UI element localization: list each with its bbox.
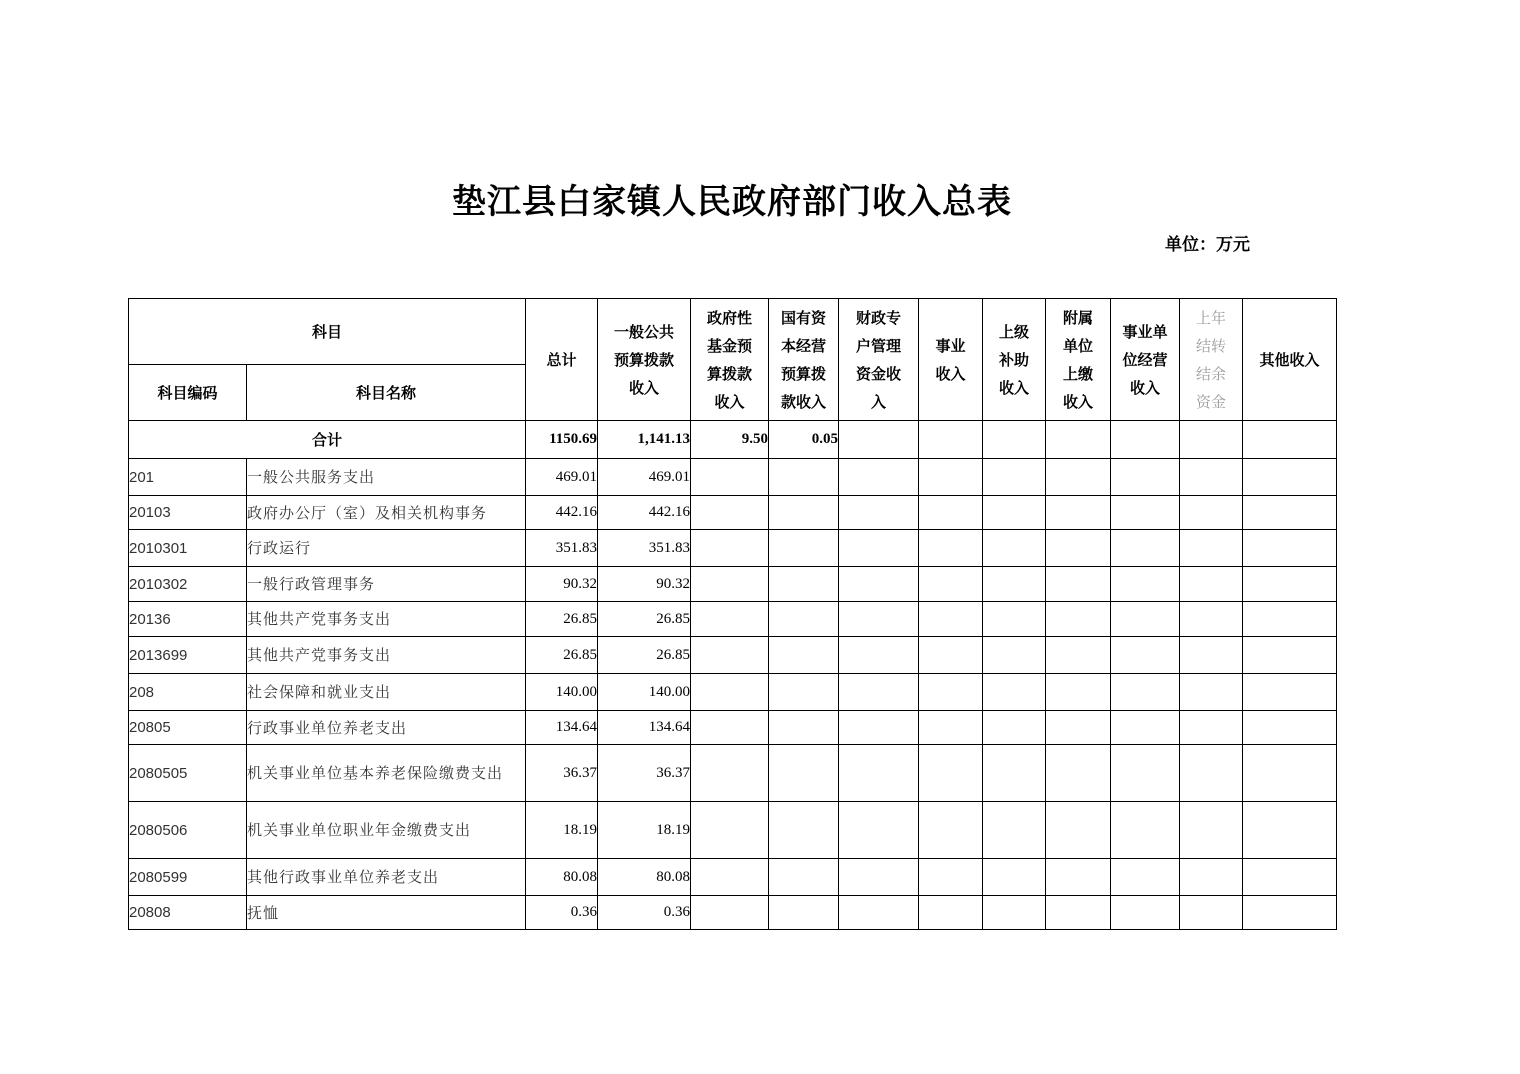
table-row [129,530,1337,567]
empty-cell [983,459,1046,496]
empty-cell [691,745,769,802]
row-name: 其他行政事业单位养老支出 [247,859,526,896]
empty-cell [769,745,839,802]
header-affiliated-line: 单位 [1063,336,1094,355]
header-row [129,299,1337,365]
empty-cell [769,674,839,711]
table-row [129,802,1337,859]
empty-cell [1180,637,1243,674]
empty-cell [919,496,983,530]
empty-cell [1243,602,1337,637]
header-operation-line: 位经营 [1122,350,1168,369]
empty-cell [691,802,769,859]
empty-cell [691,859,769,896]
empty-cell [1243,859,1337,896]
row-code: 2013699 [129,637,247,674]
empty-cell [691,637,769,674]
empty-cell [1180,674,1243,711]
header-code: 科目编码 [129,365,247,421]
row-total: 80.08 [526,859,598,896]
total-row [129,421,1337,459]
page-title: 垫江县白家镇人民政府部门收入总表 [452,182,1012,222]
empty-cell [1046,896,1111,930]
row-name: 机关事业单位基本养老保险缴费支出 [247,745,526,802]
table-row [129,602,1337,637]
empty-cell [1046,802,1111,859]
header-other: 其他收入 [1243,299,1337,421]
header-carryover-line: 结余 [1196,364,1227,383]
empty-cell [769,896,839,930]
row-code: 201 [129,459,247,496]
row-general: 36.37 [598,745,691,802]
header-state-capital-line: 本经营 [781,336,827,355]
row-name: 其他共产党事务支出 [247,637,526,674]
row-name: 政府办公厅（室）及相关机构事务 [247,496,526,530]
table-row [129,745,1337,802]
header-general-line: 预算拨款 [614,350,675,369]
empty-cell [691,711,769,745]
row-code: 20103 [129,496,247,530]
empty-cell [1046,567,1111,602]
header-operation-line: 收入 [1130,378,1161,397]
empty-cell [839,745,919,802]
empty-cell [1180,896,1243,930]
header-state-capital-line: 预算拨 [781,364,827,383]
empty-cell [1243,567,1337,602]
empty-cell [1111,896,1180,930]
empty-cell [1180,421,1243,459]
empty-cell [1243,896,1337,930]
unit-label: 单位：万元 [1165,235,1250,255]
empty-cell [919,802,983,859]
empty-cell [1180,859,1243,896]
empty-cell [983,496,1046,530]
empty-cell [919,711,983,745]
empty-cell [839,530,919,567]
empty-cell [839,602,919,637]
row-code: 208 [129,674,247,711]
row-code: 2080599 [129,859,247,896]
empty-cell [691,496,769,530]
empty-cell [1180,711,1243,745]
row-general: 26.85 [598,637,691,674]
header-superior-line: 上级 [999,322,1030,341]
header-fiscal-special-line: 户管理 [856,336,902,355]
empty-cell [839,802,919,859]
row-total: 18.19 [526,802,598,859]
empty-cell [769,859,839,896]
header-carryover-line: 资金 [1196,392,1227,411]
header-state-capital-line: 国有资 [781,308,827,327]
empty-cell [1111,745,1180,802]
empty-cell [919,602,983,637]
row-general: 18.19 [598,802,691,859]
empty-cell [983,802,1046,859]
empty-cell [691,530,769,567]
empty-cell [839,459,919,496]
header-affiliated-line: 上缴 [1063,364,1094,383]
row-total: 26.85 [526,637,598,674]
table-row [129,674,1337,711]
table-row [129,459,1337,496]
header-affiliated-line: 附属 [1063,308,1094,327]
empty-cell [1046,496,1111,530]
header-gov-fund-line: 基金预 [707,336,753,355]
empty-cell [1046,602,1111,637]
empty-cell [1111,496,1180,530]
empty-cell [1046,674,1111,711]
empty-cell [919,896,983,930]
empty-cell [1180,496,1243,530]
row-total: 36.37 [526,745,598,802]
row-name: 行政事业单位养老支出 [247,711,526,745]
row-code: 20136 [129,602,247,637]
row-code: 20805 [129,711,247,745]
header-business-line: 事业 [935,336,966,355]
empty-cell [1111,802,1180,859]
empty-cell [1111,674,1180,711]
total-label: 合计 [129,421,526,459]
header-gov-fund [691,299,769,421]
empty-cell [1046,459,1111,496]
header-total: 总计 [526,299,598,421]
empty-cell [839,637,919,674]
empty-cell [769,711,839,745]
table-row [129,496,1337,530]
table-row [129,567,1337,602]
header-gov-fund-line: 收入 [714,392,745,411]
empty-cell [691,674,769,711]
empty-cell [919,637,983,674]
empty-cell [1111,637,1180,674]
empty-cell [983,602,1046,637]
empty-cell [691,602,769,637]
table-row [129,896,1337,930]
total-cell-gov-fund: 9.50 [691,421,769,459]
empty-cell [1180,567,1243,602]
empty-cell [1046,637,1111,674]
empty-cell [919,674,983,711]
empty-cell [839,711,919,745]
row-total: 442.16 [526,496,598,530]
empty-cell [1111,459,1180,496]
empty-cell [1111,530,1180,567]
row-code: 2080505 [129,745,247,802]
row-total: 0.36 [526,896,598,930]
header-gov-fund-line: 算拨款 [707,364,753,383]
header-operation [1111,299,1180,421]
header-business-line: 收入 [935,364,966,383]
empty-cell [1243,496,1337,530]
empty-cell [691,459,769,496]
empty-cell [1243,745,1337,802]
empty-cell [983,859,1046,896]
empty-cell [839,859,919,896]
empty-cell [1046,745,1111,802]
total-cell-state-capital: 0.05 [769,421,839,459]
empty-cell [983,896,1046,930]
empty-cell [1243,711,1337,745]
header-general-line: 收入 [629,378,660,397]
empty-cell [919,530,983,567]
header-superior [983,299,1046,421]
row-general: 140.00 [598,674,691,711]
empty-cell [1180,459,1243,496]
empty-cell [1243,459,1337,496]
empty-cell [919,745,983,802]
empty-cell [1046,711,1111,745]
empty-cell [983,421,1046,459]
table-row [129,637,1337,674]
empty-cell [1111,859,1180,896]
empty-cell [1243,674,1337,711]
empty-cell [839,896,919,930]
row-total: 140.00 [526,674,598,711]
header-business [919,299,983,421]
row-name: 行政运行 [247,530,526,567]
empty-cell [1046,530,1111,567]
empty-cell [983,567,1046,602]
row-name: 社会保障和就业支出 [247,674,526,711]
row-total: 26.85 [526,602,598,637]
row-code: 2010301 [129,530,247,567]
header-affiliated [1046,299,1111,421]
header-superior-line: 补助 [999,350,1030,369]
empty-cell [769,530,839,567]
header-carryover-line: 结转 [1196,336,1227,355]
empty-cell [919,421,983,459]
row-name: 一般公共服务支出 [247,459,526,496]
header-gov-fund-line: 政府性 [707,308,753,327]
row-general: 90.32 [598,567,691,602]
empty-cell [769,459,839,496]
empty-cell [839,421,919,459]
empty-cell [1243,637,1337,674]
row-code: 2080506 [129,802,247,859]
table-row [129,859,1337,896]
header-carryover [1180,299,1243,421]
empty-cell [1046,859,1111,896]
row-general: 351.83 [598,530,691,567]
row-name: 一般行政管理事务 [247,567,526,602]
row-general: 0.36 [598,896,691,930]
row-code: 2010302 [129,567,247,602]
empty-cell [983,745,1046,802]
header-fiscal-special-line: 入 [871,392,887,411]
empty-cell [1180,802,1243,859]
empty-cell [769,637,839,674]
empty-cell [1180,745,1243,802]
row-total: 469.01 [526,459,598,496]
empty-cell [1111,711,1180,745]
header-general-line: 一般公共 [614,322,675,341]
empty-cell [691,567,769,602]
empty-cell [983,674,1046,711]
empty-cell [769,802,839,859]
empty-cell [1243,530,1337,567]
empty-cell [1243,421,1337,459]
empty-cell [1111,567,1180,602]
row-total: 351.83 [526,530,598,567]
total-cell-total: 1150.69 [526,421,598,459]
empty-cell [1046,421,1111,459]
header-state-capital-line: 款收入 [781,392,827,411]
row-code: 20808 [129,896,247,930]
empty-cell [983,711,1046,745]
row-general: 26.85 [598,602,691,637]
header-fiscal-special-line: 资金收 [856,364,902,383]
row-name: 抚恤 [247,896,526,930]
header-state-capital [769,299,839,421]
header-carryover-line: 上年 [1196,308,1227,327]
empty-cell [769,602,839,637]
empty-cell [839,674,919,711]
revenue-table [128,298,1337,930]
row-total: 90.32 [526,567,598,602]
header-superior-line: 收入 [999,378,1030,397]
empty-cell [769,567,839,602]
empty-cell [919,567,983,602]
empty-cell [839,496,919,530]
header-general [598,299,691,421]
row-general: 442.16 [598,496,691,530]
row-name: 机关事业单位职业年金缴费支出 [247,802,526,859]
empty-cell [919,859,983,896]
header-fiscal-special [839,299,919,421]
row-general: 469.01 [598,459,691,496]
header-subject: 科目 [129,299,526,365]
empty-cell [1180,602,1243,637]
empty-cell [769,496,839,530]
row-total: 134.64 [526,711,598,745]
empty-cell [983,637,1046,674]
empty-cell [839,567,919,602]
row-general: 80.08 [598,859,691,896]
table-row [129,711,1337,745]
row-general: 134.64 [598,711,691,745]
header-affiliated-line: 收入 [1063,392,1094,411]
header-fiscal-special-line: 财政专 [856,308,902,327]
empty-cell [1243,802,1337,859]
empty-cell [919,459,983,496]
empty-cell [1180,530,1243,567]
header-operation-line: 事业单 [1122,322,1168,341]
empty-cell [691,896,769,930]
empty-cell [1111,421,1180,459]
row-name: 其他共产党事务支出 [247,602,526,637]
empty-cell [983,530,1046,567]
table-body [129,459,1337,930]
empty-cell [1111,602,1180,637]
header-name: 科目名称 [247,365,526,421]
total-cell-general: 1,141.13 [598,421,691,459]
